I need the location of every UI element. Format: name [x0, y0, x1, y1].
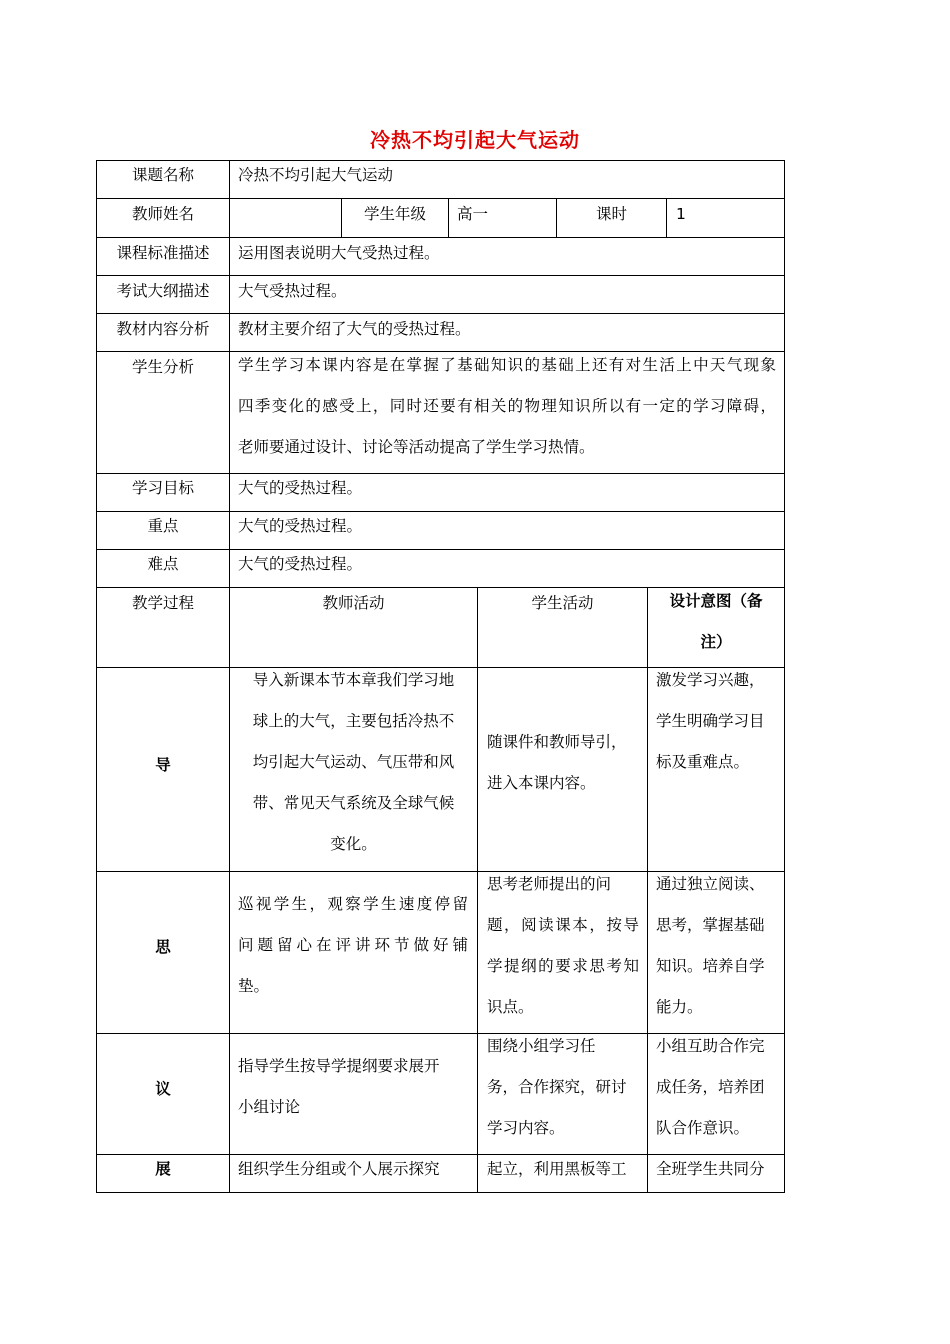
text-line: 题，阅读课本，按导 — [487, 916, 639, 934]
step-si-intent — [656, 864, 780, 1028]
step-zhan-intent: 全班学生共同分 — [656, 1160, 765, 1178]
text-line: 成任务，培养团 — [656, 1078, 765, 1096]
standard-value: 运用图表说明大气受热过程。 — [238, 244, 440, 262]
key-label: 重点 — [147, 517, 179, 535]
goal-value: 大气的受热过程。 — [238, 479, 363, 497]
step-zhan-student: 起立，利用黑板等工 — [487, 1160, 627, 1178]
syllabus-label: 考试大纲描述 — [116, 282, 210, 300]
text-line: 巡视学生，观察学生速度停留 — [238, 895, 468, 913]
topic-label: 课题名称 — [131, 166, 194, 184]
text-line: 随课件和教师导引， — [487, 733, 627, 751]
paragraph-line: 四季变化的感受上，同时还要有相关的物理知识所以有一定的学习障碍， — [238, 397, 776, 415]
header-line: 设计意图（备 — [669, 592, 763, 610]
syllabus-value: 大气受热过程。 — [238, 282, 347, 300]
text-line: 进入本课内容。 — [487, 774, 596, 792]
text-line: 变化。 — [330, 835, 377, 853]
text-line: 识点。 — [487, 998, 534, 1016]
text-line: 务，合作探究，研讨 — [487, 1078, 627, 1096]
stage-label-zhan: 展 — [155, 1160, 171, 1178]
text-line: 能力。 — [656, 998, 703, 1016]
text-line: 问题留心在评讲环节做好铺 — [238, 936, 468, 954]
header-line: 注） — [700, 633, 732, 651]
text-line: 队合作意识。 — [656, 1119, 750, 1137]
text-line: 小组讨论 — [238, 1098, 301, 1116]
stage-label-si: 思 — [155, 938, 171, 956]
text-line: 知识。培养自学 — [656, 957, 765, 975]
key-value: 大气的受热过程。 — [238, 517, 363, 535]
stage-label-dao: 导 — [155, 756, 171, 774]
goal-label: 学习目标 — [131, 479, 194, 497]
student-analysis-text — [238, 345, 776, 468]
step-si-teacher — [238, 884, 468, 1007]
grade-value: 高一 — [457, 205, 489, 223]
text-line: 思考老师提出的问 — [487, 875, 612, 893]
text-line: 均引起大气运动、气压带和风 — [252, 753, 455, 771]
step-si-student — [487, 864, 639, 1028]
step-yi-student — [487, 1026, 639, 1149]
grade-label: 学生年级 — [363, 205, 426, 223]
student-analysis-label: 学生分析 — [131, 358, 194, 376]
text-line: 小组互助合作完 — [656, 1037, 765, 1055]
text-line: 球上的大气，主要包括冷热不 — [252, 712, 455, 730]
text-line: 带、常见天气系统及全球气候 — [252, 794, 455, 812]
process-header-teacher: 教师活动 — [322, 594, 385, 612]
content-label: 教材内容分析 — [116, 320, 210, 338]
step-yi-intent — [656, 1026, 780, 1149]
text-line: 围绕小组学习任 — [487, 1037, 596, 1055]
text-line: 指导学生按导学提纲要求展开 — [238, 1057, 440, 1075]
step-yi-teacher — [238, 1046, 470, 1128]
standard-label: 课程标准描述 — [116, 244, 210, 262]
step-zhan-teacher: 组织学生分组或个人展示探究 — [238, 1160, 440, 1178]
teacher-label: 教师姓名 — [131, 205, 194, 223]
text-line: 标及重难点。 — [656, 753, 750, 771]
text-line: 通过独立阅读、 — [656, 875, 765, 893]
text-line: 学生明确学习目 — [656, 712, 765, 730]
step-dao-student — [487, 722, 642, 804]
text-line: 导入新课本节本章我们学习地 — [252, 671, 455, 689]
process-header-student: 学生活动 — [531, 594, 594, 612]
hours-label: 课时 — [595, 205, 627, 223]
step-dao-intent — [656, 660, 780, 783]
step-dao-teacher — [230, 660, 477, 865]
document-title: 冷热不均引起大气运动 — [370, 128, 580, 152]
text-line: 思考，掌握基础 — [656, 916, 765, 934]
paragraph-line: 学生学习本课内容是在掌握了基础知识的基础上还有对生活上中天气现象 — [238, 356, 776, 374]
hours-value: 1 — [676, 205, 686, 223]
text-line: 垫。 — [238, 977, 270, 995]
text-line: 学习内容。 — [487, 1119, 565, 1137]
text-line: 激发学习兴趣， — [656, 671, 765, 689]
text-line: 学提纲的要求思考知 — [487, 957, 639, 975]
process-header-intent — [648, 581, 784, 663]
paragraph-line: 老师要通过设计、讨论等活动提高了学生学习热情。 — [238, 438, 595, 456]
content-value: 教材主要介绍了大气的受热过程。 — [238, 320, 471, 338]
process-header-stage: 教学过程 — [131, 594, 194, 612]
stage-label-yi: 议 — [155, 1080, 171, 1098]
topic-value: 冷热不均引起大气运动 — [238, 166, 394, 184]
difficulty-value: 大气的受热过程。 — [238, 555, 363, 573]
difficulty-label: 难点 — [147, 555, 179, 573]
